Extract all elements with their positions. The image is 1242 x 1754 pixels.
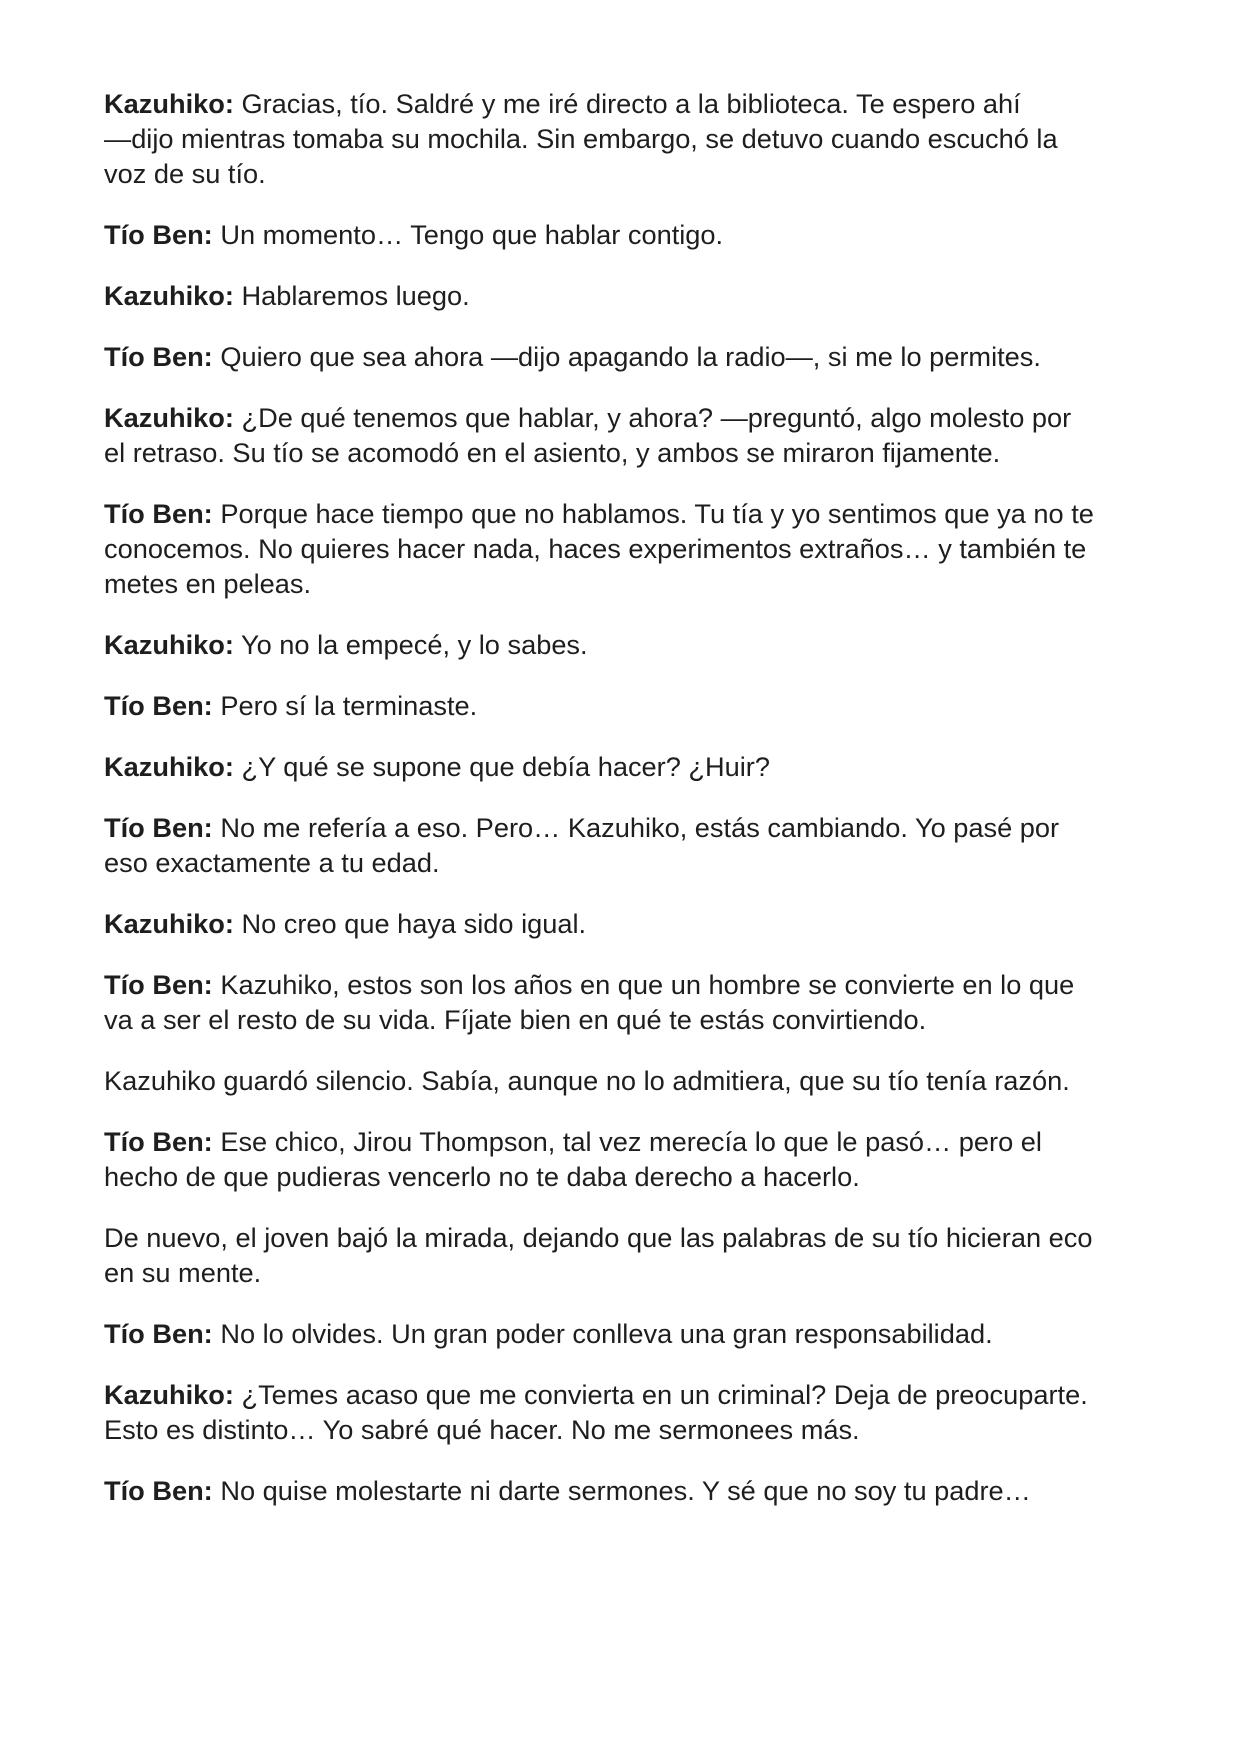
text-line [104, 339, 1104, 374]
text-line [104, 156, 1104, 191]
line-text: Hablaremos luego. [241, 280, 470, 311]
text-line [104, 1377, 1104, 1412]
text-line [104, 1316, 1104, 1351]
text-line [104, 906, 1104, 941]
dialogue-paragraph [104, 278, 1104, 313]
text-line [104, 1473, 1104, 1508]
text-line [104, 400, 1104, 435]
speaker-name: Tío Ben: [104, 1126, 213, 1157]
speaker-name: Tío Ben: [104, 219, 213, 250]
line-text: ¿Temes acaso que me convierta en un criminal? Deja de preocuparte. [241, 1379, 1088, 1410]
line-text: No lo olvides. Un gran poder conlleva una gran responsabilidad. [220, 1318, 993, 1349]
text-line [104, 1002, 1104, 1037]
dialogue-paragraph [104, 1473, 1104, 1508]
dialogue-paragraph [104, 810, 1104, 880]
dialogue-paragraph [104, 1063, 1104, 1098]
line-text: Pero sí la terminaste. [220, 690, 478, 721]
line-text: Esto es distinto… Yo sabré qué hacer. No me sermonees más. [104, 1414, 860, 1445]
dialogue-paragraph [104, 1124, 1104, 1194]
text-line [104, 566, 1104, 601]
text-line [104, 86, 1104, 121]
dialogue-paragraph [104, 688, 1104, 723]
line-text: Kazuhiko, estos son los años en que un hombre se convierte en lo que [220, 969, 1075, 1000]
line-text: va a ser el resto de su vida. Fíjate bien en qué te estás convirtiendo. [104, 1004, 927, 1035]
text-line [104, 121, 1104, 156]
text-line [104, 810, 1104, 845]
text-line [104, 1220, 1104, 1255]
text-line [104, 1412, 1104, 1447]
speaker-name: Kazuhiko: [104, 280, 234, 311]
text-line [104, 749, 1104, 784]
line-text: Yo no la empecé, y lo sabes. [240, 629, 588, 660]
dialogue-paragraph [104, 1316, 1104, 1351]
line-text: eso exactamente a tu edad. [104, 847, 440, 878]
text-line [104, 627, 1104, 662]
text-line [104, 845, 1104, 880]
line-text: No quise molestarte ni darte sermones. Y sé que no soy tu padre… [220, 1475, 1031, 1506]
line-text: Quiero que sea ahora —dijo apagando la radio—, si me lo permites. [220, 341, 1041, 372]
text-line [104, 1159, 1104, 1194]
speaker-name: Kazuhiko: [104, 88, 234, 119]
line-text: Gracias, tío. Saldré y me iré directo a la biblioteca. Te espero ahí [241, 88, 1021, 119]
line-text: hecho de que pudieras vencerlo no te daba derecho a hacerlo. [104, 1161, 860, 1192]
text-line [104, 496, 1104, 531]
speaker-name: Tío Ben: [104, 969, 213, 1000]
speaker-name: Tío Ben: [104, 341, 213, 372]
speaker-name: Tío Ben: [104, 812, 213, 843]
dialogue-paragraph [104, 86, 1104, 191]
dialogue-paragraph [104, 906, 1104, 941]
line-text: en su mente. [104, 1257, 262, 1288]
line-text: Porque hace tiempo que no hablamos. Tu tía y yo sentimos que ya no te [220, 498, 1094, 529]
line-text: metes en peleas. [104, 568, 312, 599]
speaker-name: Kazuhiko: [104, 1379, 234, 1410]
text-line [104, 688, 1104, 723]
speaker-name: Kazuhiko: [104, 402, 234, 433]
text-line [104, 278, 1104, 313]
line-text: conocemos. No quieres hacer nada, haces experimentos extraños… y también te [104, 533, 1087, 564]
speaker-name: Kazuhiko: [104, 629, 234, 660]
line-text: —dijo mientras tomaba su mochila. Sin embargo, se detuvo cuando escuchó la [104, 123, 1058, 154]
dialogue-paragraph [104, 217, 1104, 252]
speaker-name: Kazuhiko: [104, 751, 234, 782]
text-line [104, 967, 1104, 1002]
line-text: Kazuhiko guardó silencio. Sabía, aunque no lo admitiera, que su tío tenía razón. [104, 1065, 1070, 1096]
speaker-name: Tío Ben: [104, 1318, 213, 1349]
line-text: voz de su tío. [104, 158, 266, 189]
dialogue-paragraph [104, 1220, 1104, 1290]
line-text: No me refería a eso. Pero… Kazuhiko, estás cambiando. Yo pasé por [220, 812, 1060, 843]
line-text: Un momento… Tengo que hablar contigo. [220, 219, 724, 250]
dialogue-paragraph [104, 496, 1104, 601]
line-text: Ese chico, Jirou Thompson, tal vez merecía lo que le pasó… pero el [220, 1126, 1042, 1157]
text-line [104, 1063, 1104, 1098]
text-line [104, 217, 1104, 252]
text-line [104, 531, 1104, 566]
text-line [104, 1124, 1104, 1159]
dialogue-paragraph [104, 967, 1104, 1037]
speaker-name: Tío Ben: [104, 1475, 213, 1506]
speaker-name: Kazuhiko: [104, 908, 234, 939]
document-page [104, 86, 1104, 1534]
line-text: No creo que haya sido igual. [241, 908, 587, 939]
text-line [104, 435, 1104, 470]
dialogue-paragraph [104, 749, 1104, 784]
dialogue-paragraph [104, 1377, 1104, 1447]
dialogue-paragraph [104, 400, 1104, 470]
line-text: De nuevo, el joven bajó la mirada, dejando que las palabras de su tío hicieran eco [104, 1222, 1093, 1253]
line-text: el retraso. Su tío se acomodó en el asiento, y ambos se miraron fijamente. [104, 437, 1001, 468]
line-text: ¿Y qué se supone que debía hacer? ¿Huir? [241, 751, 770, 782]
dialogue-paragraph [104, 627, 1104, 662]
line-text: ¿De qué tenemos que hablar, y ahora? —preguntó, algo molesto por [241, 402, 1072, 433]
text-line [104, 1255, 1104, 1290]
speaker-name: Tío Ben: [104, 690, 213, 721]
speaker-name: Tío Ben: [104, 498, 213, 529]
dialogue-paragraph [104, 339, 1104, 374]
